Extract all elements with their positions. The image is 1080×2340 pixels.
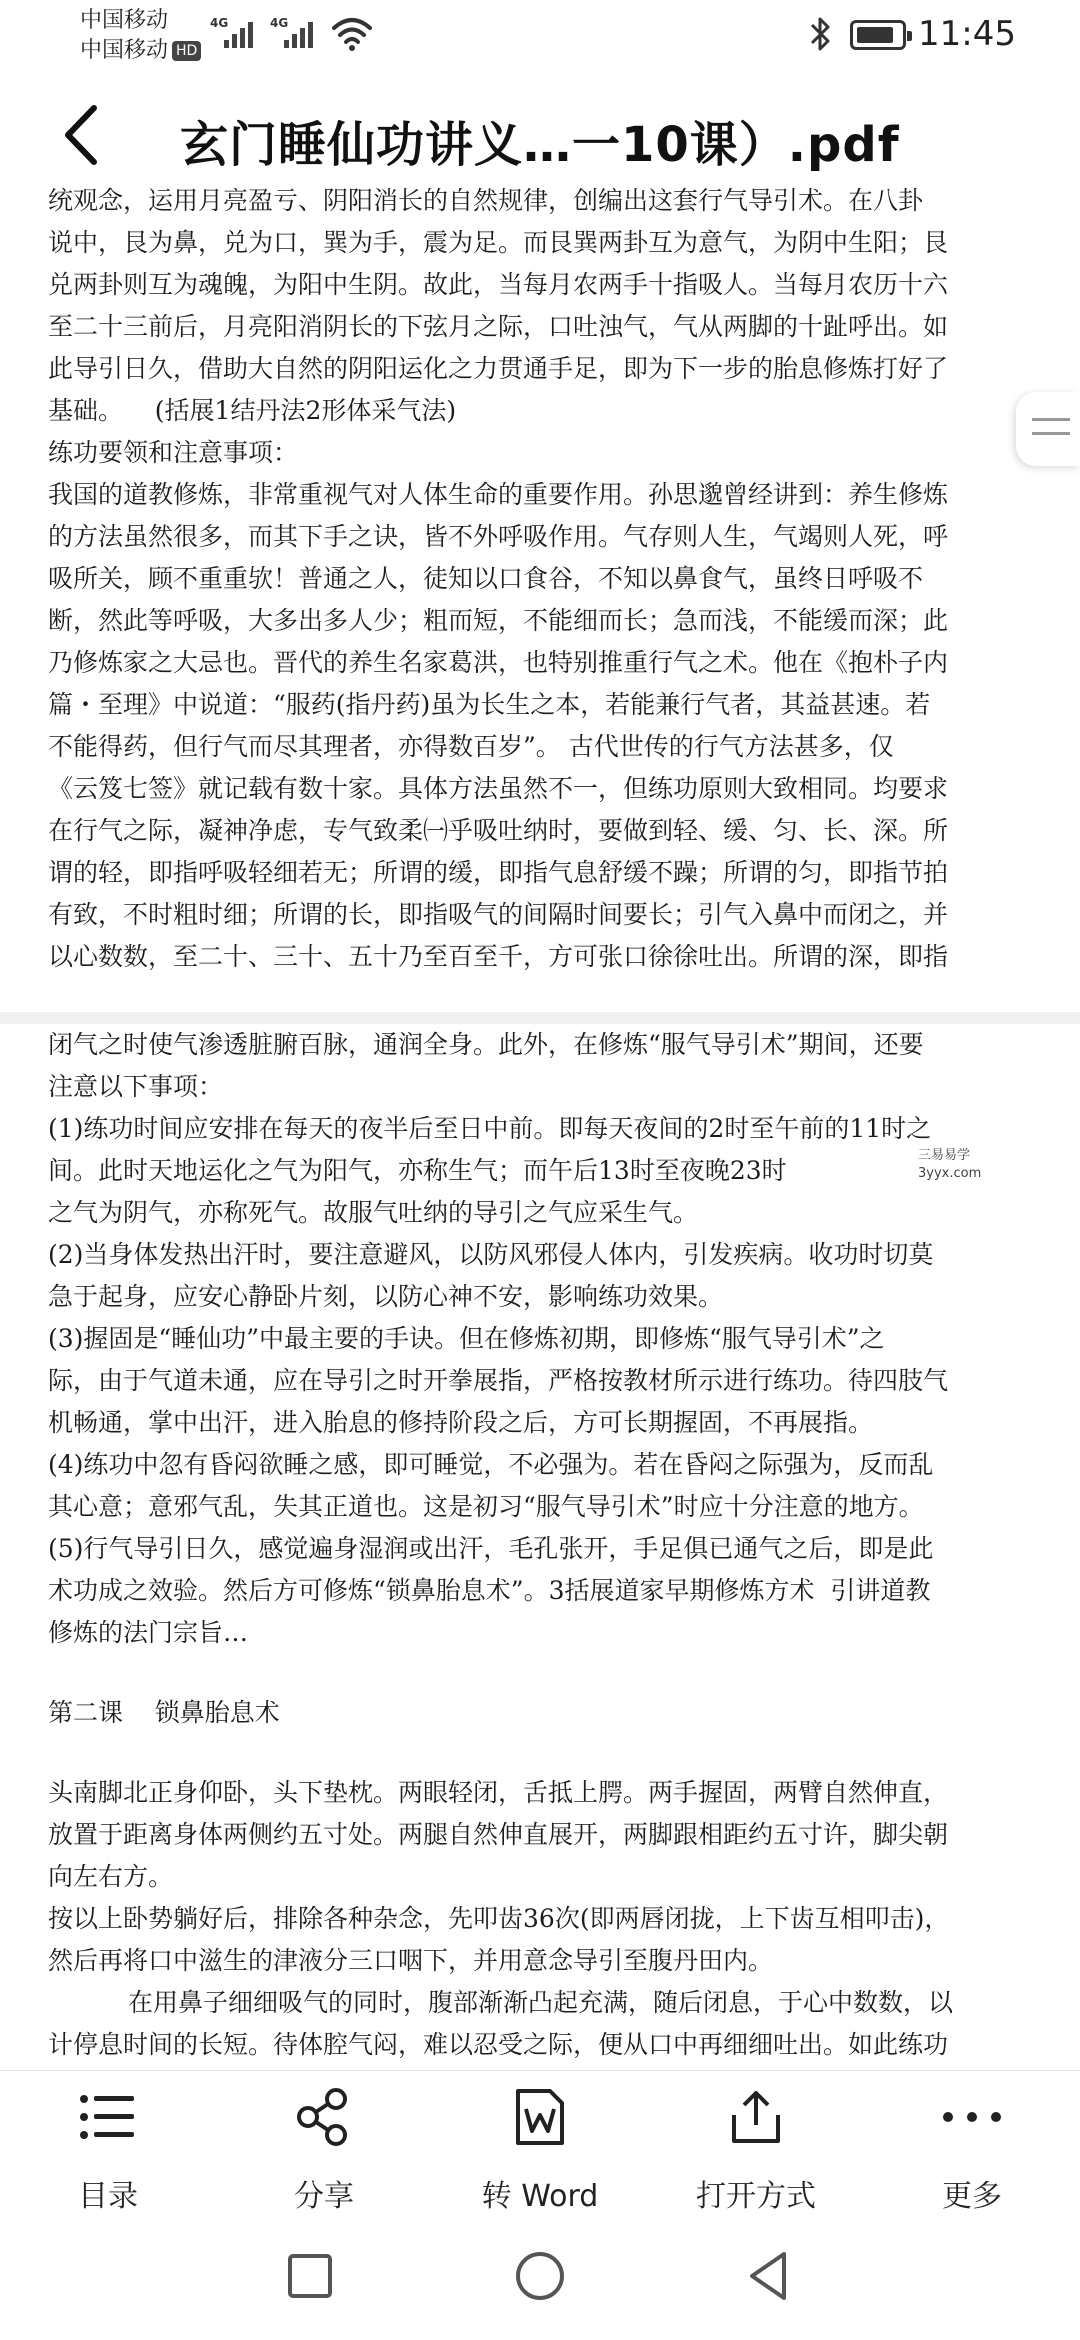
text-line: 谓的轻，即指呼吸轻细若无；所谓的缓，即指气息舒缓不躁；所谓的匀，即指节拍 xyxy=(48,858,949,887)
watermark-cover xyxy=(812,1150,908,1190)
text-line: 统观念，运用月亮盈亏、阴阳消长的自然规律，创编出这套行气导引术。在八卦 xyxy=(48,186,924,215)
status-bar xyxy=(0,0,1080,72)
text-line: 际，由于气道未通，应在导引之时开拳展指，严格按教材所示进行练功。待四肢气 xyxy=(48,1366,949,1395)
battery-icon xyxy=(850,20,906,50)
network-type-2: 4G xyxy=(270,16,289,30)
watermark xyxy=(918,1147,1008,1183)
recents-square-icon[interactable] xyxy=(280,2246,340,2306)
share-button[interactable] xyxy=(216,2071,432,2221)
text-line: 乃修炼家之大忌也。晋代的养生名家葛洪，也特别推重行气之术。他在《抱朴子内 xyxy=(48,648,949,677)
text-line: (1)练功时间应安排在每天的夜半后至日中前。即每天夜间的2时至午前的11时之 xyxy=(48,1114,932,1143)
text-line: 至二十三前后，月亮阳消阴长的下弦月之际，口吐浊气，气从两脚的十趾呼出。如 xyxy=(48,312,949,341)
network-type-1: 4G xyxy=(210,16,229,30)
text-line: 其心意；意邪气乱，失其正道也。这是初习“服气导引术”时应十分注意的地方。 xyxy=(48,1492,924,1521)
more-label: 更多 xyxy=(942,2179,1002,2214)
text-line: 间。此时天地运化之气为阳气，亦称生气；而午后13时至夜晚23时 xyxy=(48,1156,787,1185)
text-line: 《云笈七签》就记载有数十家。具体方法虽然不一，但练功原则大致相同。均要求 xyxy=(48,774,949,803)
page-separator xyxy=(0,1012,1080,1024)
text-line: 练功要领和注意事项： xyxy=(48,438,299,467)
text-line: 闭气之时使气渗透脏腑百脉，通润全身。此外，在修炼“服气导引术”期间，还要 xyxy=(48,1030,924,1059)
bluetooth-icon xyxy=(806,14,836,54)
list-icon xyxy=(76,2085,140,2149)
text-line: 篇・至理》中说道：“服药(指丹药)虽为长生之本，若能兼行气者，其益甚速。若 xyxy=(48,690,931,719)
text-line: 按以上卧势躺好后，排除各种杂念，先叩齿36次(即两唇闭拢，上下齿互相叩击)， xyxy=(48,1904,950,1933)
text-line: 然后再将口中滋生的津液分三口咽下，并用意念导引至腹丹田内。 xyxy=(48,1946,774,1975)
toc-button[interactable] xyxy=(0,2071,216,2221)
convert-word-label: 转 Word xyxy=(481,2179,599,2214)
more-button[interactable] xyxy=(864,2071,1080,2221)
text-line: 机畅通，掌中出汗，进入胎息的修持阶段之后，方可长期握固，不再展指。 xyxy=(48,1408,874,1437)
pdf-page-2 xyxy=(0,1024,1080,2108)
hd-badge: HD xyxy=(172,41,201,61)
clock: 11:45 xyxy=(918,14,1016,54)
scroll-handle[interactable] xyxy=(1016,392,1080,466)
back-arrow-icon[interactable] xyxy=(50,100,120,170)
back-triangle-icon[interactable] xyxy=(740,2246,800,2306)
open-with-icon xyxy=(724,2085,788,2149)
text-line: 此导引日久，借助大自然的阴阳运化之力贯通手足，即为下一步的胎息修炼打好了 xyxy=(48,354,949,383)
convert-word-button[interactable] xyxy=(432,2071,648,2221)
text-line: 之气为阴气，亦称死气。故服气吐纳的导引之气应采生气。 xyxy=(48,1198,699,1227)
share-label: 分享 xyxy=(294,2179,354,2214)
text-line: 注意以下事项： xyxy=(48,1072,224,1101)
document-title: 玄门睡仙功讲义…一10课）.pdf xyxy=(180,117,900,173)
text-line: 以心数数，至二十、三十、五十乃至百至千，方可张口徐徐吐出。所谓的深，即指 xyxy=(48,942,949,971)
text-line: (3)握固是“睡仙功”中最主要的手诀。但在修炼初期，即修炼“服气导引术”之 xyxy=(48,1324,885,1353)
text-line: 头南脚北正身仰卧，头下垫枕。两眼轻闭，舌抵上腭。两手握固，两臂自然伸直， xyxy=(48,1778,949,1807)
text-line: 在用鼻子细细吸气的同时，腹部渐渐凸起充满，随后闭息，于心中数数，以 xyxy=(128,1988,954,2017)
text-line: 有致，不时粗时细；所谓的长，即指吸气的间隔时间要长；引气入鼻中而闭之，并 xyxy=(48,900,949,929)
wifi-icon xyxy=(330,16,374,52)
pdf-viewer[interactable] xyxy=(0,186,1080,2070)
carrier-1: 中国移动 xyxy=(80,8,169,33)
text-line: 说中，艮为鼻，兑为口，巽为手，震为足。而艮巽两卦互为意气，为阴中生阳；艮 xyxy=(48,228,949,257)
more-icon xyxy=(940,2085,1004,2149)
open-with-label: 打开方式 xyxy=(696,2179,816,2214)
text-line: 断，然此等呼吸，大多出多人少；粗而短，不能细而长；急而浅，不能缓而深；此 xyxy=(48,606,949,635)
share-icon xyxy=(292,2085,356,2149)
text-line: 放置于距离身体两侧约五寸处。两腿自然伸直展开，两脚跟相距约五寸许，脚尖朝 xyxy=(48,1820,949,1849)
watermark-line-2: 3yyx.com xyxy=(918,1166,982,1181)
home-circle-icon[interactable] xyxy=(510,2246,570,2306)
word-icon xyxy=(508,2085,572,2149)
lesson-heading: 第二课 锁鼻胎息术 xyxy=(48,1698,280,1727)
text-line: 的方法虽然很多，而其下手之诀，皆不外呼吸作用。气存则人生，气竭则人死，呼 xyxy=(48,522,949,551)
watermark-line-1: 三易易学 xyxy=(918,1148,971,1163)
system-nav-bar xyxy=(0,2220,1080,2340)
text-line: 修炼的法门宗旨… xyxy=(48,1618,249,1647)
text-line: 计停息时间的长短。待体腔气闷，难以忍受之际，便从口中再细细吐出。如此练功 xyxy=(48,2030,949,2059)
text-line: 吸所关，顾不重重欤！普通之人，徒知以口食谷，不知以鼻食气，虽终日呼吸不 xyxy=(48,564,924,593)
text-line: 不能得药，但行气而尽其理者，亦得数百岁”。 古代世传的行气方法甚多，仅 xyxy=(48,732,894,761)
text-line: 我国的道教修炼，非常重视气对人体生命的重要作用。孙思邈曾经讲到：养生修炼 xyxy=(48,480,949,509)
text-line: 向左右方。 xyxy=(48,1862,174,1891)
carrier-2: 中国移动 xyxy=(80,38,169,63)
open-with-button[interactable] xyxy=(648,2071,864,2221)
text-line: 术功成之效验。然后方可修炼“锁鼻胎息术”。3括展道家早期修炼方术 引讲道教 xyxy=(48,1576,931,1605)
toc-label: 目录 xyxy=(78,2179,138,2214)
text-line: 基础。 (括展1结丹法2形体采气法) xyxy=(48,396,457,425)
text-line: (2)当身体发热出汗时，要注意避风，以防风邪侵人体内，引发疾病。收功时切莫 xyxy=(48,1240,934,1269)
text-line: (4)练功中忽有昏闷欲睡之感，即可睡觉，不必强为。若在昏闷之际强为，反而乱 xyxy=(48,1450,934,1479)
text-line: (5)行气导引日久，感觉遍身湿润或出汗，毛孔张开，手足俱已通气之后，即是此 xyxy=(48,1534,934,1563)
carrier-info xyxy=(80,6,201,66)
text-line: 兑两卦则互为魂魄，为阳中生阴。故此，当每月农两手十指吸人。当每月农历十六 xyxy=(48,270,949,299)
bottom-toolbar xyxy=(0,2070,1080,2220)
text-line: 在行气之际，凝神净虑，专气致柔㈠乎吸吐纳时，要做到轻、缓、匀、长、深。所 xyxy=(48,816,949,845)
text-line: 急于起身，应安心静卧片刻，以防心神不安，影响练功效果。 xyxy=(48,1282,724,1311)
